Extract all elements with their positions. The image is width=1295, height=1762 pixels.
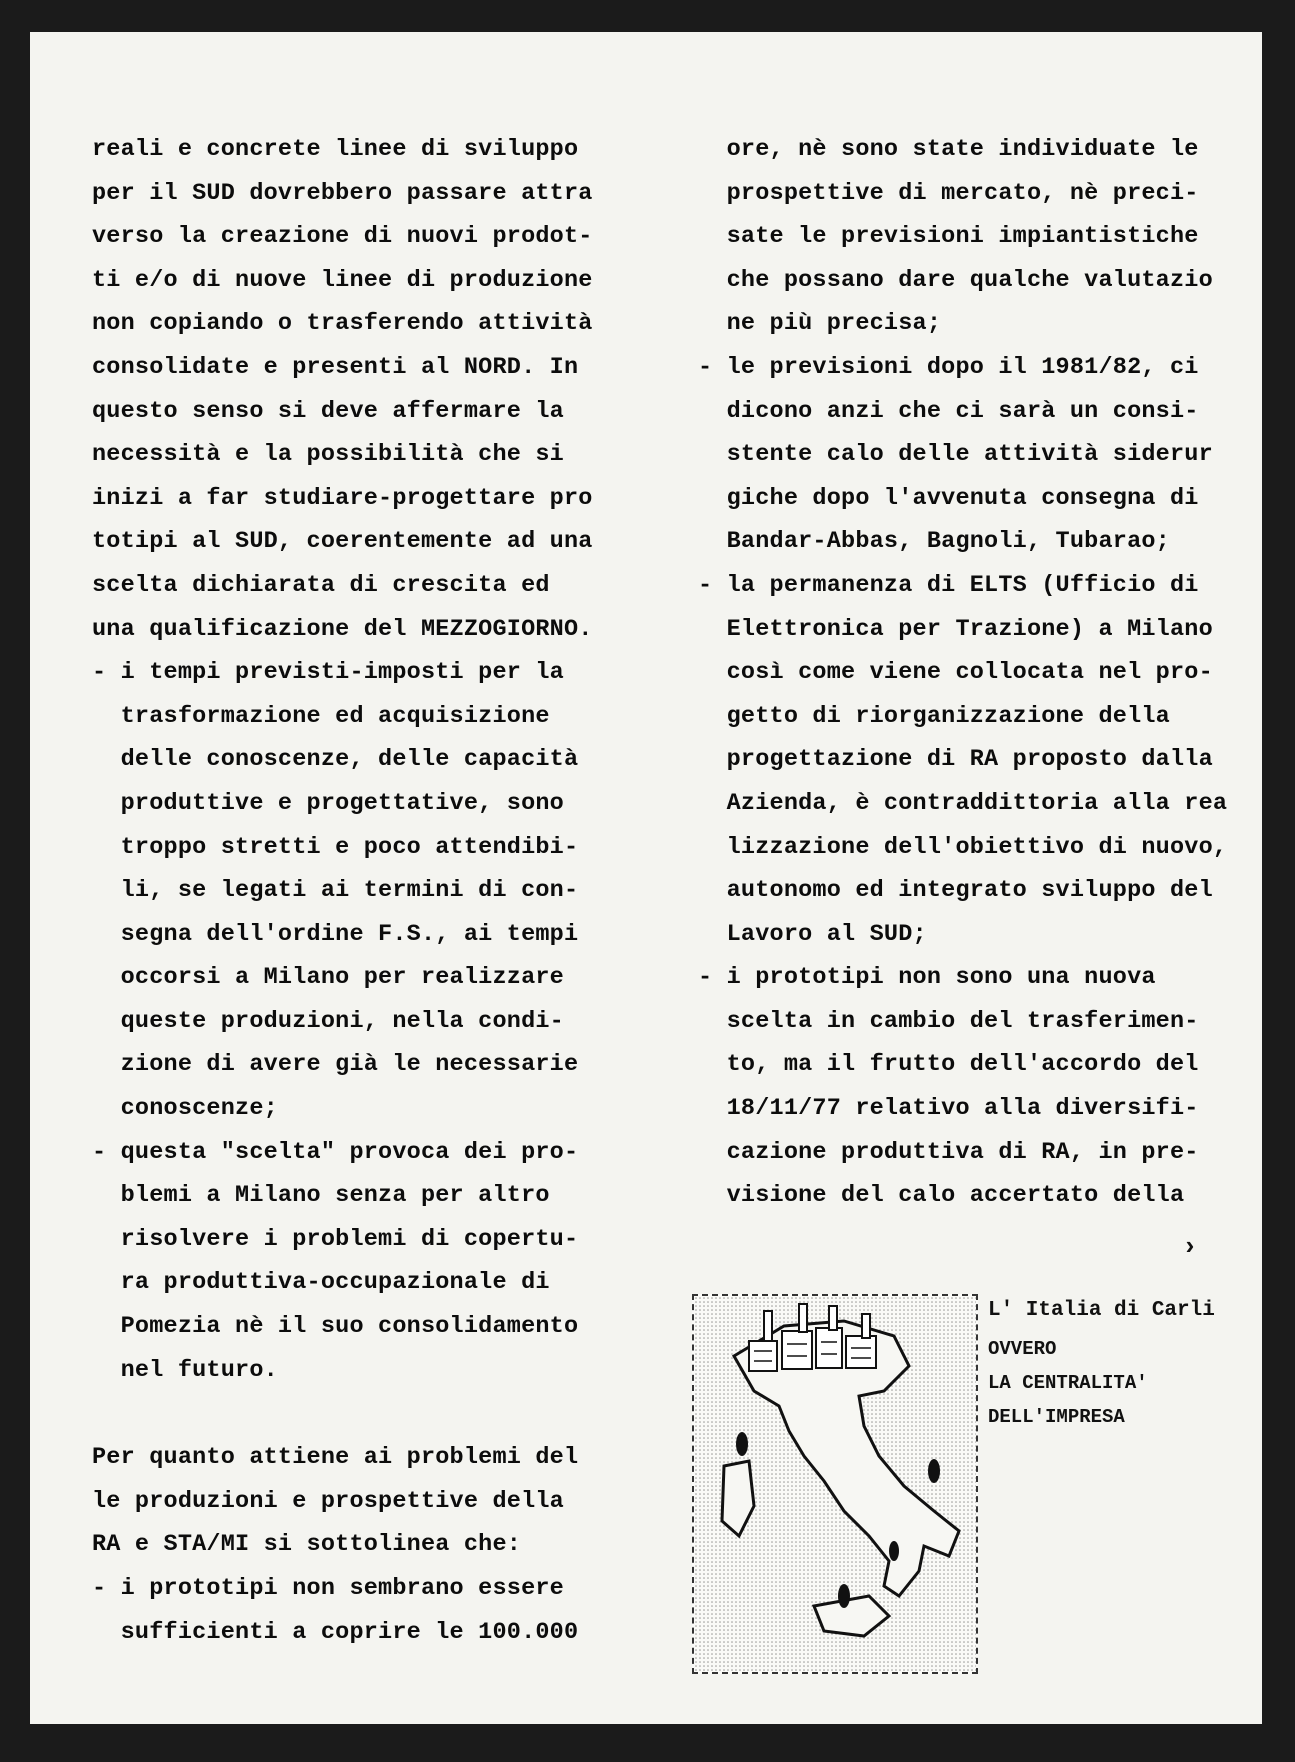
text-line: consolidate e presenti al NORD. In bbox=[92, 353, 579, 381]
text-line: getto di riorganizzazione della bbox=[698, 702, 1170, 730]
text-line: una qualificazione del MEZZOGIORNO. bbox=[92, 615, 593, 643]
text-line: reali e concrete linee di sviluppo bbox=[92, 136, 579, 163]
text-line: to, ma il frutto dell'accordo del bbox=[698, 1051, 1199, 1079]
text-line: Lavoro al SUD; bbox=[698, 920, 927, 948]
text-line: che possano dare qualche valutazio bbox=[698, 266, 1213, 294]
text-line: per il SUD dovrebbero passare attra bbox=[92, 179, 593, 207]
text-line bbox=[92, 1392, 652, 1436]
text-line: non copiando o trasferendo attività bbox=[92, 310, 593, 338]
illustration-caption bbox=[988, 1294, 1215, 1434]
left-text-column bbox=[92, 128, 652, 1654]
text-line: visione del calo accertato della bbox=[698, 1182, 1185, 1210]
text-line: conoscenze; bbox=[92, 1095, 278, 1123]
text-line: blemi a Milano senza per altro bbox=[92, 1182, 550, 1210]
text-line: delle conoscenze, delle capacità bbox=[92, 746, 579, 774]
text-line: zione di avere già le necessarie bbox=[92, 1051, 579, 1079]
text-line: scelta in cambio del trasferimen- bbox=[698, 1007, 1199, 1035]
text-line: questo senso si deve affermare la bbox=[92, 397, 564, 425]
text-line: - questa "scelta" provoca dei pro- bbox=[92, 1138, 579, 1166]
text-line: inizi a far studiare-progettare pro bbox=[92, 484, 593, 512]
text-line: - la permanenza di ELTS (Ufficio di bbox=[698, 571, 1199, 599]
text-line: stente calo delle attività siderur bbox=[698, 441, 1213, 469]
italy-map-illustration bbox=[692, 1294, 978, 1674]
document-page bbox=[30, 32, 1262, 1724]
text-line: sufficienti a coprire le 100.000 bbox=[92, 1618, 579, 1646]
text-line: - i prototipi non sembrano essere bbox=[92, 1575, 564, 1602]
text-line: segna dell'ordine F.S., ai tempi bbox=[92, 920, 579, 948]
text-line: totipi al SUD, coerentemente ad una bbox=[92, 528, 593, 556]
italy-map-drawing bbox=[694, 1296, 976, 1672]
continue-arrow-icon: › bbox=[1182, 1232, 1198, 1262]
text-line: trasformazione ed acquisizione bbox=[92, 702, 550, 730]
text-line: li, se legati ai termini di con- bbox=[92, 877, 579, 905]
text-line: ra produttiva-occupazionale di bbox=[92, 1269, 550, 1297]
right-text-column bbox=[698, 128, 1238, 1218]
text-line: Azienda, è contraddittoria alla rea bbox=[698, 789, 1228, 817]
text-line: scelta dichiarata di crescita ed bbox=[92, 571, 550, 599]
text-line: necessità e la possibilità che si bbox=[92, 441, 564, 469]
text-line: risolvere i problemi di copertu- bbox=[92, 1225, 579, 1253]
text-line: giche dopo l'avvenuta consegna di bbox=[698, 484, 1199, 512]
text-line: dicono anzi che ci sarà un consi- bbox=[698, 397, 1199, 425]
text-line: autonomo ed integrato sviluppo del bbox=[698, 877, 1213, 905]
text-line: così come viene collocata nel pro- bbox=[698, 659, 1213, 687]
text-line: Pomezia nè il suo consolidamento bbox=[92, 1313, 579, 1341]
text-line: Elettronica per Trazione) a Milano bbox=[698, 615, 1213, 643]
text-line: ore, nè sono state individuate le bbox=[698, 136, 1199, 163]
text-line: Per quanto attiene ai problemi del bbox=[92, 1444, 579, 1472]
text-line: 18/11/77 relativo alla diversifi- bbox=[698, 1095, 1199, 1123]
text-line: occorsi a Milano per realizzare bbox=[92, 964, 564, 992]
text-line: - i tempi previsti-imposti per la bbox=[92, 659, 564, 687]
text-line: verso la creazione di nuovi prodot- bbox=[92, 223, 593, 251]
text-line: produttive e progettative, sono bbox=[92, 789, 564, 817]
text-line: - le previsioni dopo il 1981/82, ci bbox=[698, 353, 1199, 381]
text-line: lizzazione dell'obiettivo di nuovo, bbox=[698, 833, 1228, 861]
text-line: nel futuro. bbox=[92, 1356, 278, 1384]
text-line: troppo stretti e poco attendibi- bbox=[92, 833, 579, 861]
caption-title: L' Italia di Carli bbox=[988, 1299, 1215, 1322]
text-line: ti e/o di nuove linee di produzione bbox=[92, 266, 593, 294]
text-line: prospettive di mercato, nè preci- bbox=[698, 179, 1199, 207]
text-line: progettazione di RA proposto dalla bbox=[698, 746, 1213, 774]
text-line: le produzioni e prospettive della bbox=[92, 1487, 564, 1515]
text-line: - i prototipi non sono una nuova bbox=[698, 964, 1156, 992]
text-line: RA e STA/MI si sottolinea che: bbox=[92, 1531, 522, 1559]
caption-line: LA CENTRALITA' bbox=[988, 1372, 1148, 1394]
caption-line: OVVERO bbox=[988, 1338, 1057, 1360]
text-line: ne più precisa; bbox=[698, 310, 942, 338]
text-line: Bandar-Abbas, Bagnoli, Tubarao; bbox=[698, 528, 1170, 556]
caption-line: DELL'IMPRESA bbox=[988, 1406, 1125, 1428]
text-line: sate le previsioni impiantistiche bbox=[698, 223, 1199, 251]
text-line: queste produzioni, nella condi- bbox=[92, 1007, 564, 1035]
text-line: cazione produttiva di RA, in pre- bbox=[698, 1138, 1199, 1166]
